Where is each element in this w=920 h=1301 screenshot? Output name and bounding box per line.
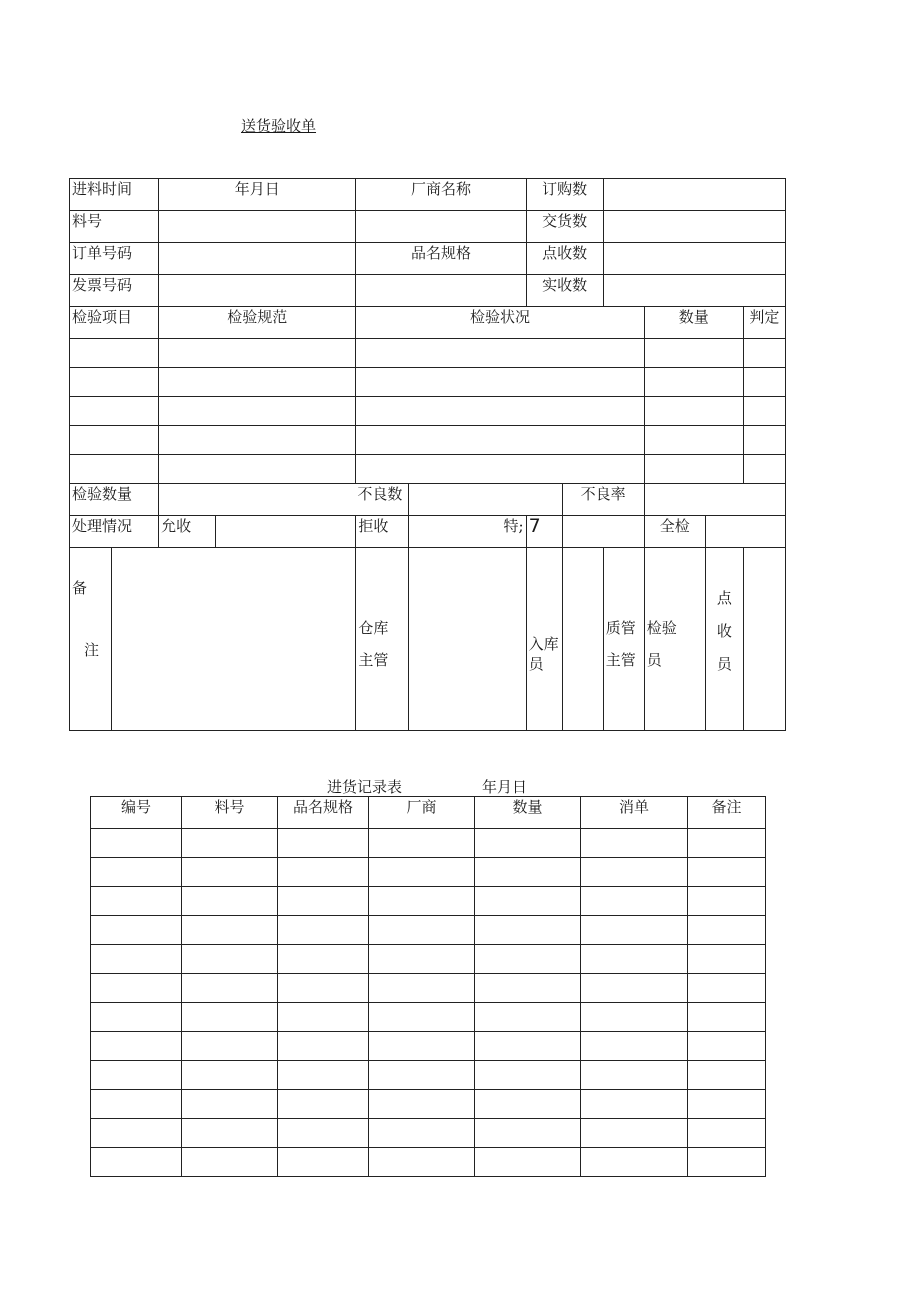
order-qty-field[interactable] (603, 179, 785, 211)
log-row (91, 887, 766, 916)
log-cell[interactable] (369, 945, 475, 974)
delivery-qty-label: 交货数 (526, 211, 603, 243)
receiver-signature[interactable] (743, 548, 785, 731)
log-cell[interactable] (91, 1090, 182, 1119)
log-col-cancel: 消单 (581, 797, 688, 829)
log-row (91, 1119, 766, 1148)
inspect-cell[interactable] (356, 397, 644, 426)
log-cell[interactable] (475, 1119, 581, 1148)
log-cell[interactable] (369, 887, 475, 916)
log-cell[interactable] (581, 1119, 688, 1148)
qc-manager-label: 质管 主管 (603, 548, 644, 731)
invoice-number-label: 发票号码 (70, 275, 159, 307)
log-cell[interactable] (475, 887, 581, 916)
log-cell[interactable] (278, 916, 369, 945)
log-title: 进货记录表 (327, 778, 403, 796)
counted-qty-field[interactable] (603, 243, 785, 275)
full-check-label: 全检 (644, 516, 705, 548)
inspect-cell[interactable] (159, 368, 356, 397)
log-cell[interactable] (688, 916, 766, 945)
handling-label: 处理情况 (70, 516, 159, 548)
spec-label: 品名规格 (356, 243, 526, 275)
log-cell[interactable] (182, 1032, 278, 1061)
log-cell[interactable] (475, 1003, 581, 1032)
log-cell[interactable] (91, 916, 182, 945)
log-cell[interactable] (369, 1148, 475, 1177)
log-cell[interactable] (475, 916, 581, 945)
log-col-vendor: 厂商 (369, 797, 475, 829)
invoice-number-field[interactable] (159, 275, 356, 307)
log-cell[interactable] (91, 1061, 182, 1090)
inspect-cell[interactable] (70, 368, 159, 397)
log-row (91, 974, 766, 1003)
log-cell[interactable] (581, 945, 688, 974)
inspect-cell[interactable] (644, 397, 743, 426)
log-row (91, 1003, 766, 1032)
log-cell[interactable] (688, 858, 766, 887)
inspect-cell[interactable] (743, 368, 785, 397)
order-number-label: 订单号码 (70, 243, 159, 275)
delivery-qty-field[interactable] (603, 211, 785, 243)
log-cell[interactable] (581, 887, 688, 916)
order-number-field[interactable] (159, 243, 356, 275)
accept-label: 允收 (159, 516, 216, 548)
defect-rate-field[interactable] (644, 484, 785, 516)
vendor-name-field[interactable] (356, 211, 526, 243)
receiver-label: 点 收 员 (705, 548, 743, 731)
log-cell[interactable] (581, 1003, 688, 1032)
log-cell[interactable] (91, 1032, 182, 1061)
defect-count-label: 不良数 (159, 484, 409, 516)
inspect-row (70, 368, 786, 397)
inspect-qty-header: 数量 (644, 307, 743, 339)
inspect-cell[interactable] (159, 397, 356, 426)
inspect-cell[interactable] (70, 455, 159, 484)
log-cell[interactable] (581, 1090, 688, 1119)
log-cell[interactable] (369, 1119, 475, 1148)
log-header-row (91, 797, 766, 829)
inspect-judge-header: 判定 (743, 307, 785, 339)
log-row (91, 829, 766, 858)
defect-rate-label: 不良率 (562, 484, 644, 516)
inspect-cell[interactable] (159, 426, 356, 455)
log-cell[interactable] (369, 1032, 475, 1061)
incoming-time-label: 进料时间 (70, 179, 159, 211)
log-cell[interactable] (278, 887, 369, 916)
warehouse-manager-label: 仓库 主管 (356, 548, 409, 731)
log-cell[interactable] (581, 1061, 688, 1090)
inspect-cell[interactable] (743, 455, 785, 484)
log-cell[interactable] (91, 887, 182, 916)
inspect-qty-label: 检验数量 (70, 484, 159, 516)
log-cell[interactable] (475, 858, 581, 887)
log-cell[interactable] (688, 945, 766, 974)
log-cell[interactable] (688, 1148, 766, 1177)
log-cell[interactable] (475, 974, 581, 1003)
inspect-row (70, 426, 786, 455)
log-cell[interactable] (369, 829, 475, 858)
log-cell[interactable] (688, 887, 766, 916)
actual-qty-field[interactable] (603, 275, 785, 307)
part-number-field[interactable] (159, 211, 356, 243)
special-mark: 7 (526, 516, 562, 548)
log-row (91, 916, 766, 945)
inspect-item-header: 检验项目 (70, 307, 159, 339)
defect-count-field[interactable] (409, 484, 562, 516)
special-field[interactable] (562, 516, 644, 548)
log-cell[interactable] (182, 974, 278, 1003)
spec-field[interactable] (356, 275, 526, 307)
log-cell[interactable] (91, 974, 182, 1003)
log-row (91, 1061, 766, 1090)
log-cell[interactable] (688, 829, 766, 858)
log-cell[interactable] (182, 1148, 278, 1177)
log-cell[interactable] (91, 858, 182, 887)
inspect-cell[interactable] (70, 339, 159, 368)
receipt-inspection-table (69, 178, 786, 731)
log-cell[interactable] (688, 1032, 766, 1061)
log-cell[interactable] (475, 1032, 581, 1061)
accept-field[interactable] (216, 516, 356, 548)
log-cell[interactable] (688, 1061, 766, 1090)
inspect-cell[interactable] (644, 368, 743, 397)
log-col-remark: 备注 (688, 797, 766, 829)
log-cell[interactable] (278, 1148, 369, 1177)
log-cell[interactable] (278, 858, 369, 887)
log-cell[interactable] (475, 1148, 581, 1177)
part-number-label: 料号 (70, 211, 159, 243)
log-cell[interactable] (688, 974, 766, 1003)
warehouse-manager-signature[interactable] (409, 548, 526, 731)
inspect-cell[interactable] (70, 426, 159, 455)
log-cell[interactable] (369, 974, 475, 1003)
log-cell[interactable] (369, 1061, 475, 1090)
log-cell[interactable] (369, 1090, 475, 1119)
log-cell[interactable] (278, 1032, 369, 1061)
log-row (91, 1032, 766, 1061)
inspect-row (70, 455, 786, 484)
special-label: 特; (409, 516, 526, 548)
log-row (91, 945, 766, 974)
log-cell[interactable] (688, 1003, 766, 1032)
log-cell[interactable] (475, 945, 581, 974)
log-cell[interactable] (182, 829, 278, 858)
inspect-cell[interactable] (356, 368, 644, 397)
log-cell[interactable] (278, 1090, 369, 1119)
inspect-cell[interactable] (159, 339, 356, 368)
inspect-cell[interactable] (743, 426, 785, 455)
inspect-cell[interactable] (356, 339, 644, 368)
log-cell[interactable] (369, 1003, 475, 1032)
vendor-name-label: 厂商名称 (356, 179, 526, 211)
counted-qty-label: 点收数 (526, 243, 603, 275)
inspect-row (70, 397, 786, 426)
full-check-field[interactable] (705, 516, 785, 548)
inspect-cell[interactable] (743, 339, 785, 368)
log-cell[interactable] (369, 916, 475, 945)
remarks-field[interactable] (112, 548, 356, 731)
inspect-cell[interactable] (644, 426, 743, 455)
inspect-cell[interactable] (644, 339, 743, 368)
log-cell[interactable] (91, 1148, 182, 1177)
log-cell[interactable] (182, 887, 278, 916)
log-cell[interactable] (475, 829, 581, 858)
log-cell[interactable] (91, 1003, 182, 1032)
form-title: 送货验收单 (241, 117, 317, 135)
log-col-qty: 数量 (475, 797, 581, 829)
log-cell[interactable] (581, 974, 688, 1003)
log-cell[interactable] (91, 1119, 182, 1148)
inspect-status-header: 检验状况 (356, 307, 644, 339)
inspect-cell[interactable] (644, 455, 743, 484)
log-cell[interactable] (278, 829, 369, 858)
purchase-log-table (90, 796, 766, 1177)
log-cell[interactable] (475, 1061, 581, 1090)
incoming-date-field[interactable]: 年月日 (159, 179, 356, 211)
log-cell[interactable] (182, 1061, 278, 1090)
log-col-part: 料号 (182, 797, 278, 829)
remarks-label: 备 注 (70, 548, 112, 731)
log-cell[interactable] (581, 858, 688, 887)
log-cell[interactable] (475, 1090, 581, 1119)
log-cell[interactable] (278, 974, 369, 1003)
log-cell[interactable] (182, 858, 278, 887)
log-cell[interactable] (182, 945, 278, 974)
log-cell[interactable] (182, 1119, 278, 1148)
log-cell[interactable] (182, 916, 278, 945)
log-cell[interactable] (581, 829, 688, 858)
log-cell[interactable] (581, 916, 688, 945)
log-cell[interactable] (182, 1090, 278, 1119)
log-col-spec: 品名规格 (278, 797, 369, 829)
actual-qty-label: 实收数 (526, 275, 603, 307)
inspect-cell[interactable] (159, 455, 356, 484)
inspector-label: 检验 员 (644, 548, 705, 731)
log-cell[interactable] (581, 1148, 688, 1177)
inspect-row (70, 339, 786, 368)
inspect-cell[interactable] (356, 455, 644, 484)
log-cell[interactable] (91, 829, 182, 858)
storer-signature[interactable] (562, 548, 603, 731)
log-row (91, 858, 766, 887)
log-cell[interactable] (182, 1003, 278, 1032)
log-cell[interactable] (278, 1061, 369, 1090)
inspect-standard-header: 检验规范 (159, 307, 356, 339)
reject-label: 拒收 (356, 516, 409, 548)
log-cell[interactable] (278, 945, 369, 974)
log-col-id: 编号 (91, 797, 182, 829)
log-cell[interactable] (581, 1032, 688, 1061)
log-cell[interactable] (91, 945, 182, 974)
log-cell[interactable] (688, 1090, 766, 1119)
log-row (91, 1148, 766, 1177)
inspect-cell[interactable] (743, 397, 785, 426)
log-row (91, 1090, 766, 1119)
log-cell[interactable] (369, 858, 475, 887)
log-cell[interactable] (278, 1003, 369, 1032)
order-qty-label: 订购数 (526, 179, 603, 211)
log-cell[interactable] (688, 1119, 766, 1148)
inspect-cell[interactable] (356, 426, 644, 455)
inspect-cell[interactable] (70, 397, 159, 426)
log-date: 年月日 (482, 778, 528, 796)
storer-label: 入库员 (526, 548, 562, 731)
log-cell[interactable] (278, 1119, 369, 1148)
